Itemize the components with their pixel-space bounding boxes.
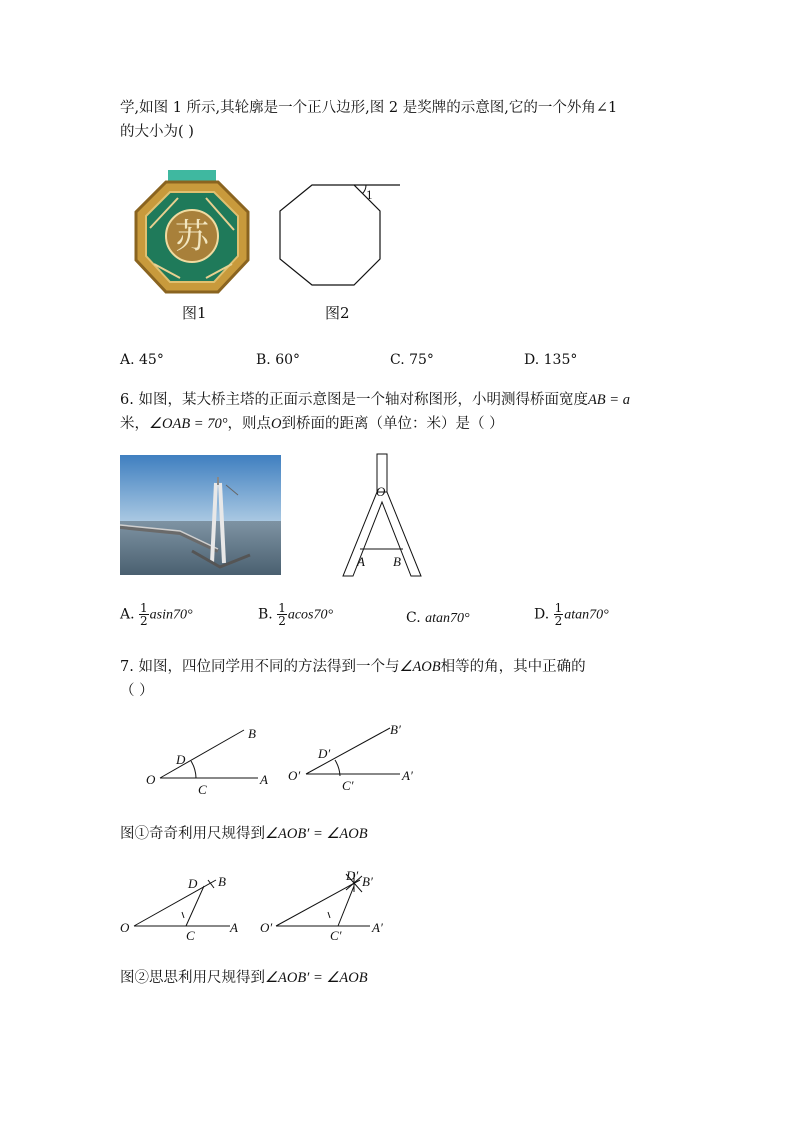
fraction-half: $\frac{1}{2}$ [554,601,563,628]
q6-line2-var: O [271,416,282,432]
q7-line1-expr: ∠AOB [399,659,441,675]
q6-line2-text-c: 到桥面的距离（单位：米）是（ ） [281,416,504,432]
fig1-caption: 图1 [182,304,207,322]
octagon-diagram [270,178,410,298]
fraction-half: $\frac{1}{2}$ [278,601,286,628]
fig2-label-D-prime: D′ [346,868,359,883]
q6-option-b[interactable] [258,602,333,627]
fig2-label-C-prime: C′ [330,928,342,943]
q5-line-1: 学,如图 1 所示,其轮廓是一个正八边形,图 2 是奖牌的示意图,它的一个外角∠1 [120,100,618,116]
fig2-label-O-prime: O′ [260,920,273,935]
q7-caption2-text: 图②思思利用尺规得到 [120,970,265,986]
fig2-label-O: O [120,920,130,935]
q5-option-a[interactable]: A. 45° [120,352,164,368]
q6-line-1 [120,390,630,410]
q7-caption1-expr: ∠AOB′ = ∠AOB [265,826,368,842]
q6-option-b-expr: acos70° [287,607,334,623]
fig2-label-B-prime: B′ [362,874,373,889]
q7-caption2-expr: ∠AOB′ = ∠AOB [265,970,368,986]
fig1-label-C-prime: C′ [342,778,354,793]
q6-option-a-expr: asin70° [149,607,193,623]
fig2-label-B: B [218,874,226,889]
fig1-label-C: C [198,782,207,797]
q7-line1-text-b: 相等的角，其中正确的 [440,659,586,675]
fig1-label-O: O [146,772,156,787]
q7-line-2: （ ） [120,683,154,699]
medal-character: 苏 [175,217,209,257]
q7-figure-2 [116,866,406,946]
fig1-label-A-prime: A′ [402,768,413,783]
octagon-shape [280,185,380,285]
q6-option-b-letter: B. [258,606,273,623]
q7-caption1-text: 图①奇奇利用尺规得到 [120,826,265,842]
q6-option-d-letter: D. [534,606,550,623]
fig1-label-B: B [248,726,256,741]
fig2-caption: 图2 [325,304,350,322]
q6-line1-text: 6. 如图，某大桥主塔的正面示意图是一个轴对称图形，小明测得桥面宽度 [120,392,588,408]
q6-line1-expr: AB = a [587,392,630,408]
q6-line2-text-b: ，则点 [227,416,272,432]
q6-option-a-letter: A. [120,606,135,623]
label-A: A [357,554,365,569]
q6-line-2 [120,414,504,434]
q6-option-c-expr: atan70° [425,611,470,626]
bridge-photo [120,455,281,575]
fig1-label-O-prime: O′ [288,768,301,783]
tower-legs [343,492,421,576]
q6-option-c[interactable] [406,610,470,627]
fig2-label-C: C [186,928,195,943]
label-B: B [393,554,401,569]
angle-1-label: 1 [366,187,373,202]
q5-option-b[interactable]: B. 60° [256,352,301,368]
tower-diagram [335,450,435,582]
label-O: O [376,484,386,499]
q5-line-2: 的大小为( ) [120,124,194,140]
q7-line1-text-a: 7. 如图，四位同学用不同的方法得到一个与 [120,659,400,675]
q7-line-1 [120,657,586,677]
q7-figure-1 [140,720,430,800]
q7-caption-1 [120,824,368,844]
medal-image [128,168,256,298]
fig2-label-A-prime: A′ [372,920,383,935]
q6-line2-text-a: 米， [120,416,149,432]
fig1-label-D-prime: D′ [318,746,331,761]
q6-line2-expr: ∠OAB = 70° [149,416,228,432]
fig1-label-A: A [260,772,268,787]
q7-caption-2 [120,968,368,988]
q5-option-c[interactable]: C. 75° [390,352,434,368]
fig2-label-A: A [230,920,238,935]
q6-option-c-letter: C. [406,610,421,626]
fig2-label-D: D [188,876,198,891]
q6-option-a[interactable] [120,602,193,627]
q6-option-d-expr: atan70° [564,607,609,623]
fig1-label-B-prime: B′ [390,722,401,737]
q5-option-d[interactable]: D. 135° [524,352,578,368]
fraction-half: $\frac{1}{2}$ [140,601,148,628]
fig1-label-D: D [176,752,186,767]
q6-option-d[interactable] [534,602,609,627]
